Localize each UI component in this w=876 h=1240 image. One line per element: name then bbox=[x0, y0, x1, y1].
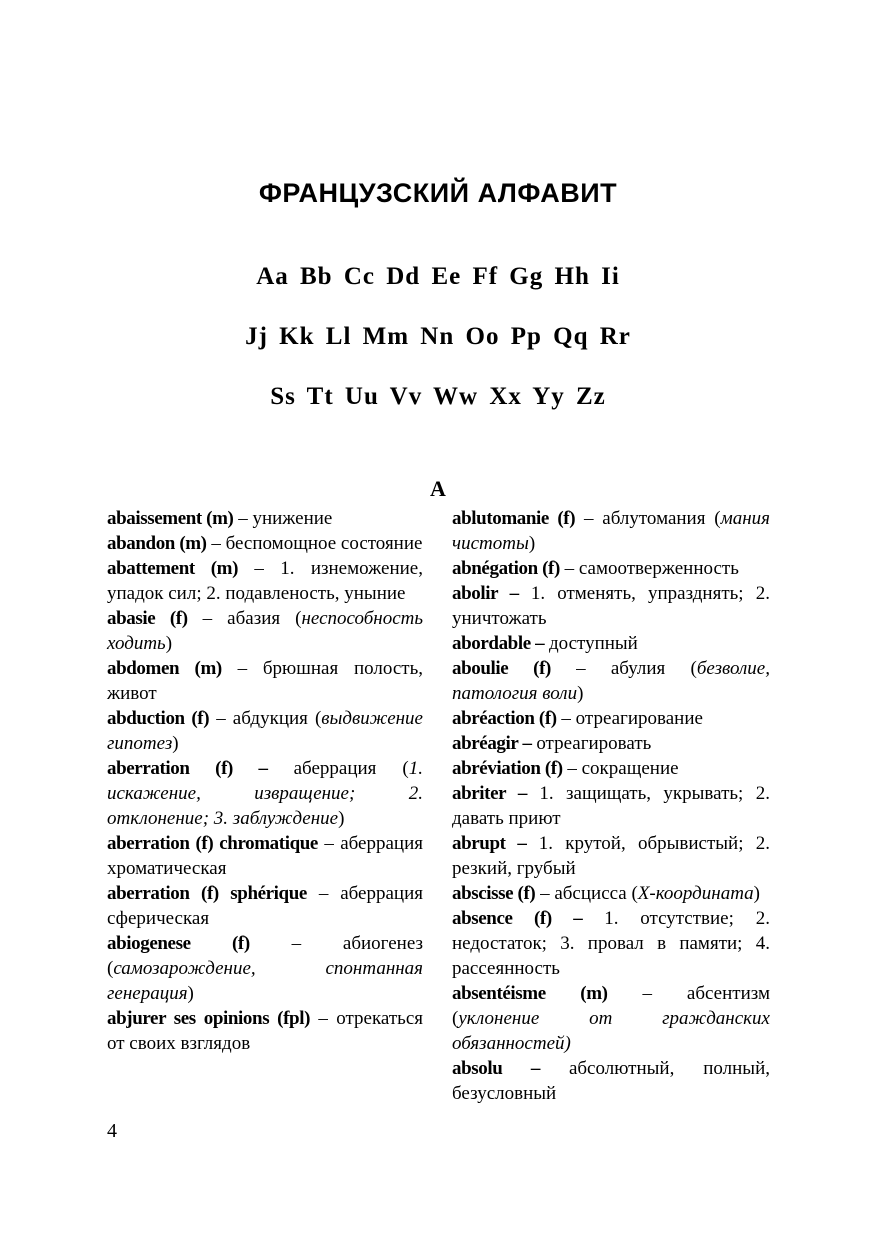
entry-gloss-italic: неспособность ходить bbox=[107, 608, 424, 654]
entry-headword: abdomen (m) bbox=[107, 658, 222, 679]
entry-headword: abaissement (m) bbox=[107, 508, 234, 529]
entry-headword: abattement (m) bbox=[107, 558, 239, 579]
entry-definition: – беспомощное состояние bbox=[206, 533, 423, 554]
entry-definition: – отрекаться от своих взглядов bbox=[107, 1008, 423, 1054]
dictionary-entry bbox=[107, 556, 423, 606]
entry-gloss-italic: уклонение от гражданских обязанностей) bbox=[452, 1008, 770, 1054]
entry-headword: abduction (f) bbox=[107, 708, 210, 729]
entry-headword: abasie (f) bbox=[107, 608, 188, 629]
entry-gloss-italic: выдвижение гипотез bbox=[107, 708, 423, 754]
dictionary-entry bbox=[452, 981, 770, 1056]
entry-headword: abjurer ses opinions (fpl) bbox=[107, 1008, 310, 1029]
entry-headword: abnégation (f) bbox=[452, 558, 560, 579]
entry-definition: ) bbox=[338, 808, 345, 829]
entry-definition: 1. крутой, обрывистый; 2. резкий, грубый bbox=[452, 833, 770, 879]
entry-gloss-italic: 1. искажение, извращение; 2. отклонение; 3. заблуждение bbox=[107, 758, 423, 829]
dictionary-entry bbox=[107, 506, 423, 531]
entry-headword: absolu – bbox=[452, 1058, 541, 1079]
entry-headword: absentéisme (m) bbox=[452, 983, 608, 1004]
dictionary-entry bbox=[107, 881, 423, 931]
entry-headword: abordable – bbox=[452, 633, 545, 654]
entry-definition: – 1. изнеможение, упадок сил; 2. подавленость, уныние bbox=[107, 558, 423, 604]
entry-definition: – сокращение bbox=[562, 758, 679, 779]
entry-definition: 1. отменять, упразднять; 2. уничтожать bbox=[452, 583, 770, 629]
dictionary-entry bbox=[107, 656, 423, 706]
dictionary-entry bbox=[107, 531, 423, 556]
alphabet-row-1: Aa Bb Cc Dd Ee Ff Gg Hh Ii bbox=[256, 263, 620, 290]
section-letter: A bbox=[430, 476, 446, 501]
alphabet-row-2: Jj Kk Ll Mm Nn Oo Pp Qq Rr bbox=[245, 323, 631, 350]
entry-gloss-italic: безволие, патология воли bbox=[452, 658, 770, 704]
entry-definition: отреагировать bbox=[531, 733, 652, 754]
entry-definition: ) bbox=[165, 633, 173, 654]
dictionary-entry bbox=[107, 706, 423, 756]
dictionary-entry bbox=[452, 781, 770, 831]
dictionary-entry bbox=[452, 506, 770, 556]
dictionary-entry bbox=[107, 931, 423, 1006]
dictionary-entry bbox=[452, 756, 770, 781]
entry-definition: – аберрация сферическая bbox=[107, 883, 423, 929]
entry-definition: – отреагирование bbox=[556, 708, 703, 729]
entry-definition: – абулия ( bbox=[550, 658, 697, 679]
entry-headword: abréagir – bbox=[452, 733, 532, 754]
entry-definition: – абиогенез ( bbox=[107, 933, 423, 979]
entry-definition: – абазия ( bbox=[187, 608, 302, 629]
entry-headword: abandon (m) bbox=[107, 533, 207, 554]
entry-headword: abiogenese (f) bbox=[107, 933, 250, 954]
entry-definition: – абсцисса ( bbox=[535, 883, 638, 904]
dictionary-entry bbox=[452, 656, 770, 706]
right-column bbox=[452, 506, 770, 1106]
dictionary-entry bbox=[452, 556, 770, 581]
entry-headword: abriter – bbox=[452, 783, 527, 804]
dictionary-entry bbox=[452, 731, 770, 756]
entry-definition: – аберрация хроматическая bbox=[107, 833, 423, 879]
dictionary-entry bbox=[452, 1056, 770, 1106]
entry-headword: abréviation (f) bbox=[452, 758, 563, 779]
entry-definition: – абдукция ( bbox=[209, 708, 322, 729]
entry-definition: – абсентизм ( bbox=[452, 983, 770, 1029]
entry-definition: 1. защищать, укрывать; 2. давать приют bbox=[452, 783, 770, 829]
entry-gloss-italic: самозарождение, спонтанная генерация bbox=[107, 958, 423, 1004]
page-title: ФРАНЦУЗСКИЙ АЛФАВИТ bbox=[258, 178, 618, 208]
entry-gloss-italic: Х-координата bbox=[637, 883, 754, 904]
entry-definition: – аблутомания ( bbox=[575, 508, 721, 529]
dictionary-entry bbox=[107, 756, 423, 831]
entry-definition: аберрация ( bbox=[267, 758, 409, 779]
dictionary-entry bbox=[452, 881, 770, 906]
dictionary-entry bbox=[452, 706, 770, 731]
entry-definition: доступный bbox=[544, 633, 638, 654]
entry-definition: 1. отсутствие; 2. недостаток; 3. провал в памяти; 4. рассеянность bbox=[452, 908, 770, 979]
dictionary-entry bbox=[107, 831, 423, 881]
dictionary-entry bbox=[452, 581, 770, 631]
entry-headword: ablutomanie (f) bbox=[452, 508, 576, 529]
entry-definition: ) bbox=[172, 733, 179, 754]
dictionary-entry bbox=[452, 831, 770, 881]
entry-headword: aberration (f) chromatique bbox=[107, 833, 318, 854]
dictionary-entry bbox=[107, 606, 423, 656]
entry-definition: абсолютный, полный, безусловный bbox=[452, 1058, 770, 1104]
entry-headword: abolir – bbox=[452, 583, 519, 604]
entry-definition: ) bbox=[753, 883, 760, 904]
entry-headword: aberration (f) – bbox=[107, 758, 268, 779]
page-number: 4 bbox=[107, 1120, 117, 1142]
entry-headword: abréaction (f) bbox=[452, 708, 557, 729]
dictionary-entry bbox=[452, 631, 770, 656]
entry-headword: aberration (f) sphérique bbox=[107, 883, 307, 904]
left-column bbox=[107, 506, 423, 1056]
dictionary-entry bbox=[452, 906, 770, 981]
alphabet-row-3: Ss Tt Uu Vv Ww Xx Yy Zz bbox=[270, 383, 606, 410]
entry-headword: absence (f) – bbox=[452, 908, 583, 929]
entry-headword: abscisse (f) bbox=[452, 883, 536, 904]
entry-definition: – унижение bbox=[233, 508, 333, 529]
entry-headword: abrupt – bbox=[452, 833, 527, 854]
entry-definition: ) bbox=[528, 533, 536, 554]
entry-definition: ) bbox=[187, 983, 194, 1004]
entry-definition: ) bbox=[577, 683, 584, 704]
entry-headword: aboulie (f) bbox=[452, 658, 551, 679]
entry-definition: – самоотверженность bbox=[559, 558, 739, 579]
entry-definition: – брюшная полость, живот bbox=[107, 658, 424, 704]
dictionary-entry bbox=[107, 1006, 423, 1056]
entry-gloss-italic: мания чистоты bbox=[452, 508, 770, 554]
